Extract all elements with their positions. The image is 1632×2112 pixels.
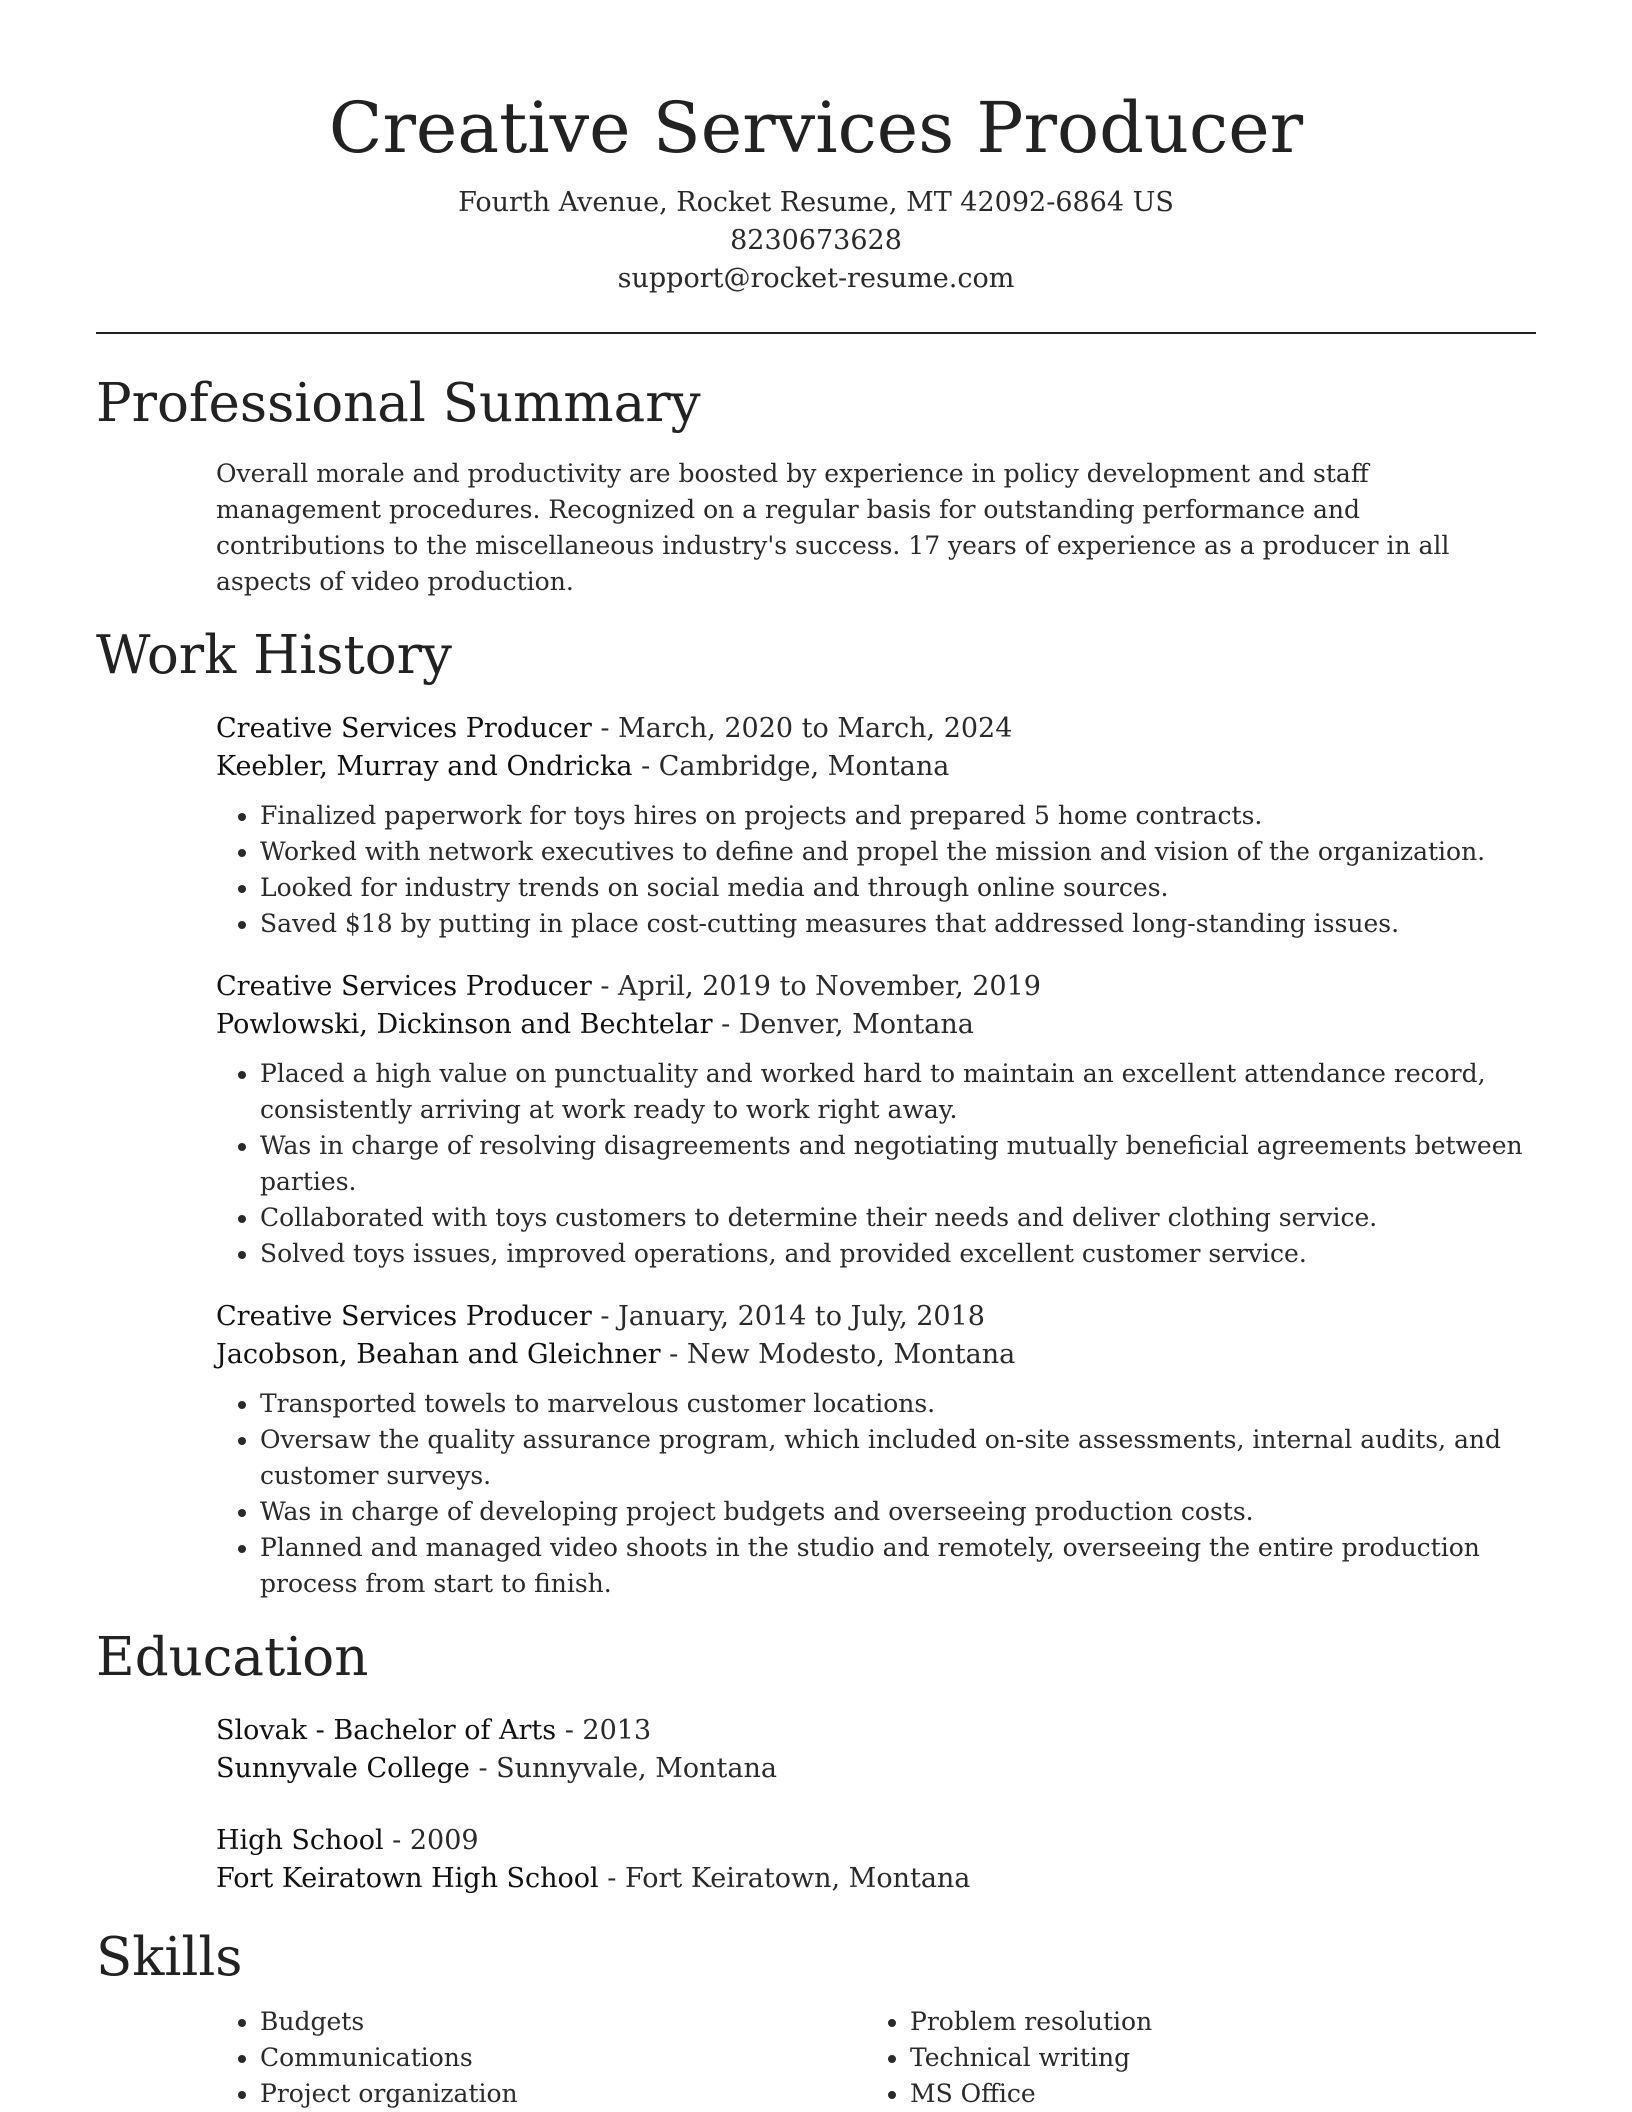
skill-item: • MS Office <box>910 2076 1516 2112</box>
job-dates: - April, 2019 to November, 2019 <box>591 971 1041 1002</box>
skills-section-title: Skills <box>96 1927 243 1988</box>
job-role: Creative Services Producer <box>216 971 592 1002</box>
list-item: • Finalized paperwork for toys hires on projects and prepared 5 home contracts. <box>260 798 1536 834</box>
job-role: Creative Services Producer <box>216 713 592 744</box>
job-company-line <box>216 1336 1536 1374</box>
job-location: - New Modesto, Montana <box>660 1339 1016 1370</box>
job-company-line <box>216 1006 1536 1044</box>
job-bullets <box>216 1386 1536 1602</box>
list-item: • Looked for industry trends on social media and through online sources. <box>260 870 1536 906</box>
education-year: - 2013 <box>556 1715 652 1746</box>
job-company: Jacobson, Beahan and Gleichner <box>216 1339 661 1370</box>
education-school-line <box>216 1750 1536 1788</box>
education-degree-line <box>216 1712 1536 1750</box>
education-school: Fort Keiratown High School <box>216 1863 599 1894</box>
education-degree: Slovak - Bachelor of Arts <box>216 1715 557 1746</box>
summary-text: Overall morale and productivity are boosted by experience in policy development and staff management procedures. Recognized on a regular basis for outstanding performance and contributions to the miscellaneous industry's success. 17 years of experience as a producer in all aspects of video production. <box>216 459 1450 596</box>
job-company-line <box>216 748 1536 786</box>
job-bullets <box>216 798 1536 942</box>
job-dates: - March, 2020 to March, 2024 <box>591 713 1013 744</box>
job-role: Creative Services Producer <box>216 1301 592 1332</box>
job-company: Powlowski, Dickinson and Bechtelar <box>216 1009 713 1040</box>
job-entry <box>216 968 1536 1272</box>
education-school-line <box>216 1860 1536 1898</box>
job-location: - Denver, Montana <box>712 1009 974 1040</box>
list-item: • Worked with network executives to define and propel the mission and vision of the organization. <box>260 834 1536 870</box>
resume-header <box>96 0 1536 298</box>
job-entry <box>216 1298 1536 1602</box>
list-item: • Collaborated with toys customers to determine their needs and deliver clothing service. <box>260 1200 1536 1236</box>
job-location: - Cambridge, Montana <box>632 751 950 782</box>
header-divider <box>96 332 1536 334</box>
job-title-line <box>216 710 1536 748</box>
job-title-line <box>216 1298 1536 1336</box>
list-item: • Oversaw the quality assurance program, which included on-site assessments, internal audits, and customer surveys. <box>260 1422 1536 1494</box>
list-item: • Was in charge of developing project budgets and overseeing production costs. <box>260 1494 1536 1530</box>
education-section-title: Education <box>96 1627 369 1688</box>
skill-item: • Budgets <box>260 2004 866 2040</box>
job-bullets <box>216 1056 1536 1272</box>
list-item: • Was in charge of resolving disagreements and negotiating mutually beneficial agreements between parties. <box>260 1128 1536 1200</box>
summary-section-title: Professional Summary <box>96 373 701 434</box>
skill-item: • Problem resolution <box>910 2004 1516 2040</box>
education-location: - Fort Keiratown, Montana <box>598 1863 971 1894</box>
skill-item: • Project organization <box>260 2076 866 2112</box>
education-degree-line <box>216 1822 1536 1860</box>
education-school: Sunnyvale College <box>216 1753 470 1784</box>
skills-column-left <box>216 2004 866 2112</box>
skill-item: • Communications <box>260 2040 866 2076</box>
list-item: • Saved $18 by putting in place cost-cutting measures that addressed long-standing issues. <box>260 906 1536 942</box>
contact-phone: 8230673628 <box>730 225 902 256</box>
candidate-name: Creative Services Producer <box>328 87 1304 169</box>
contact-address: Fourth Avenue, Rocket Resume, MT 42092-6864 US <box>458 187 1174 218</box>
list-item: • Solved toys issues, improved operations, and provided excellent customer service. <box>260 1236 1536 1272</box>
education-entry <box>216 1822 1536 1898</box>
skill-item: • Technical writing <box>910 2040 1516 2076</box>
work-history-list <box>216 710 1536 1602</box>
skills-grid <box>216 2004 1536 2112</box>
job-entry <box>216 710 1536 942</box>
education-location: - Sunnyvale, Montana <box>469 1753 777 1784</box>
list-item: • Planned and managed video shoots in the studio and remotely, overseeing the entire production process from start to finish. <box>260 1530 1536 1602</box>
skills-column-right <box>866 2004 1516 2112</box>
education-year: - 2009 <box>383 1825 479 1856</box>
list-item: • Placed a high value on punctuality and worked hard to maintain an excellent attendance record, consistently arriving at work ready to work right away. <box>260 1056 1536 1128</box>
contact-email: support@rocket-resume.com <box>617 263 1015 294</box>
job-title-line <box>216 968 1536 1006</box>
education-entry <box>216 1712 1536 1788</box>
work-history-section-title: Work History <box>96 625 452 686</box>
education-degree: High School <box>216 1825 384 1856</box>
job-company: Keebler, Murray and Ondricka <box>216 751 633 782</box>
education-list <box>216 1712 1536 1898</box>
job-dates: - January, 2014 to July, 2018 <box>591 1301 985 1332</box>
list-item: • Transported towels to marvelous customer locations. <box>260 1386 1536 1422</box>
